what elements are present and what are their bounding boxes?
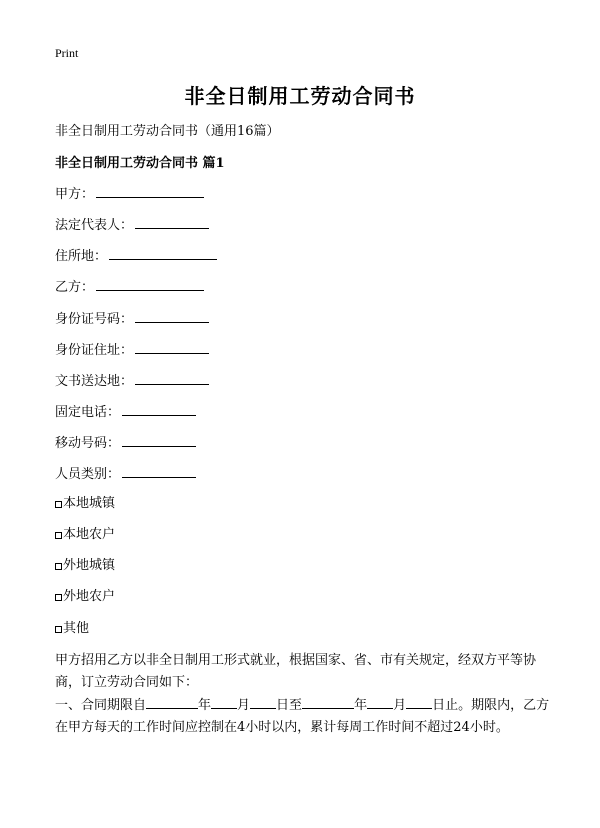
option-local-urban — [55, 495, 115, 513]
document-title: 非全日制用工劳动合同书 — [184, 84, 416, 108]
field-label: 甲方： — [55, 187, 95, 202]
clause-text: 年 — [198, 698, 212, 713]
checkbox-icon — [55, 626, 62, 633]
field-doc-address — [55, 370, 209, 388]
field-landline — [55, 401, 196, 419]
intro-paragraph: 甲方招用乙方以非全日制用工形式就业，根据国家、省、市有关规定，经双方平等协商，订立劳动合同如下： — [55, 653, 537, 690]
fill-blank — [146, 694, 198, 709]
fill-blank — [406, 694, 432, 709]
option-outside-urban — [55, 557, 115, 575]
option-other — [55, 620, 89, 638]
fill-blank — [135, 214, 209, 229]
checkbox-icon — [55, 563, 62, 570]
clause-text: 月 — [237, 698, 251, 713]
clause-text: 月 — [393, 698, 407, 713]
fill-blank — [96, 276, 204, 291]
document-subtitle: 非全日制用工劳动合同书（通用16篇） — [55, 124, 280, 139]
clause-text: 日至 — [276, 698, 303, 713]
option-local-rural — [55, 526, 115, 544]
clause-text: 年 — [354, 698, 368, 713]
field-label: 固定电话： — [55, 405, 121, 420]
clause-text: 日止。期限内，乙方在甲方每天的工作时间应控制在4小时以内，累计每周工作时间不超过24小时。 — [55, 698, 550, 735]
field-legal-rep — [55, 214, 209, 232]
field-label: 住所地： — [55, 249, 108, 264]
field-label: 身份证号码： — [55, 312, 134, 327]
clause-1-paragraph — [55, 694, 555, 739]
fill-blank — [250, 694, 276, 709]
fill-blank — [109, 245, 217, 260]
field-label: 文书送达地： — [55, 374, 134, 389]
field-party-b — [55, 276, 204, 294]
option-label: 本地农户 — [63, 527, 116, 542]
fill-blank — [96, 183, 204, 198]
fill-blank — [122, 432, 196, 447]
checkbox-icon — [55, 594, 62, 601]
clause-text: 一、合同期限自 — [55, 698, 147, 713]
field-label: 移动号码： — [55, 436, 121, 451]
field-label: 人员类别： — [55, 467, 121, 482]
field-label: 身份证住址： — [55, 343, 134, 358]
option-outside-rural — [55, 588, 115, 606]
option-label: 其他 — [63, 621, 90, 636]
field-address — [55, 245, 217, 263]
field-id-number — [55, 308, 209, 326]
fill-blank — [135, 370, 209, 385]
fill-blank — [367, 694, 393, 709]
field-mobile — [55, 432, 196, 450]
checkbox-icon — [55, 532, 62, 539]
field-label: 法定代表人： — [55, 218, 134, 233]
section-heading: 非全日制用工劳动合同书 篇1 — [55, 156, 225, 171]
option-label: 本地城镇 — [63, 496, 116, 511]
fill-blank — [122, 401, 196, 416]
fill-blank — [135, 308, 209, 323]
fill-blank — [122, 463, 196, 478]
checkbox-icon — [55, 501, 62, 508]
field-party-a — [55, 183, 204, 201]
option-label: 外地农户 — [63, 589, 116, 604]
fill-blank — [135, 339, 209, 354]
option-label: 外地城镇 — [63, 558, 116, 573]
field-id-address — [55, 339, 209, 357]
field-personnel-type — [55, 463, 196, 481]
fill-blank — [211, 694, 237, 709]
field-label: 乙方： — [55, 280, 95, 295]
fill-blank — [302, 694, 354, 709]
print-label: Print — [55, 46, 79, 60]
